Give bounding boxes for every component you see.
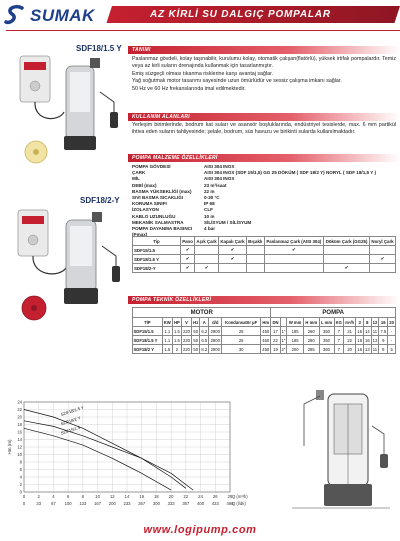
y-tick-label: 14 [17, 437, 22, 442]
x-tick-label-l: 133 [79, 501, 87, 506]
empty-cell [246, 264, 264, 273]
technical-cell: 2900 [210, 346, 220, 352]
technical-cell: 17 [271, 327, 280, 336]
material-table [132, 236, 396, 273]
check-icon: ✔ [219, 246, 247, 255]
technical-cell: 22 [343, 336, 355, 345]
series-line [24, 410, 186, 489]
check-icon: ✔ [181, 264, 195, 273]
technical-cell: 1.5 [173, 328, 180, 334]
technical-cell: 5 [388, 345, 396, 354]
check-icon: ✔ [264, 246, 324, 255]
x-tick-label-q: 10 [95, 494, 100, 499]
technical-header-cell: Hm [262, 319, 270, 325]
technical-header-cell: KW [163, 319, 171, 325]
x-tick-label-q: 14 [124, 494, 130, 499]
spec-row: KORUMA SINIFI IP 68 [132, 201, 215, 207]
technical-cell: 450 [262, 337, 270, 343]
empty-cell [370, 264, 396, 273]
x-tick-label-l: 400 [197, 501, 205, 506]
header-divider [6, 30, 400, 31]
technical-cell: 16 [364, 337, 370, 343]
y-tick-label: 12 [17, 444, 22, 450]
technical-cell: 7 [334, 336, 343, 345]
check-icon: ✔ [181, 246, 195, 255]
technical-cell: 1.1 [162, 336, 172, 345]
pump-cross-section-drawing [290, 386, 394, 520]
technical-cell: 19 [271, 345, 280, 354]
pump-image-top [4, 52, 126, 168]
technical-cell: 50 [193, 328, 199, 334]
empty-cell [264, 264, 324, 273]
technical-cell: - [388, 327, 396, 336]
technical-cell: 220 [183, 337, 191, 343]
technical-cell: 7 [334, 327, 343, 336]
technical-cell: 450 [262, 328, 270, 334]
technical-cell: 22 [271, 336, 280, 345]
x-tick-label-l: 333 [167, 501, 175, 506]
technical-cell: 1.5 [162, 345, 172, 354]
spec-row: ÇARK AISI 304 INOX (SDF 15/1,5) GG 25 DÖKÜM ( SDF 18/2 Y) NORYL ( SDF 18/1,5 Y ) [132, 170, 377, 176]
technical-header-cell: 16 [379, 318, 388, 327]
technical-header-cell: HP [173, 319, 180, 325]
technical-header-cell: L mm [320, 319, 333, 325]
x-tick-label-l: 367 [182, 501, 190, 506]
technical-cell: 18 [357, 337, 363, 343]
x-tick-label-q: 20 [168, 494, 174, 499]
spec-row: POMPA DAYANMA BASINCI (Pmax) 4 bar [132, 226, 215, 238]
spec-list [132, 164, 398, 238]
technical-cell: - [388, 336, 396, 345]
logo-mark-icon [4, 4, 26, 26]
technical-cell: 13 [372, 337, 378, 343]
empty-cell [264, 255, 324, 264]
y-tick-label: 18 [17, 422, 22, 427]
brand-name: SUMAK [30, 6, 95, 25]
series-label: SDF18/1.5 Y [60, 404, 85, 417]
check-icon: ✔ [219, 255, 247, 264]
check-icon: ✔ [324, 264, 370, 273]
technical-cell: 14 [364, 328, 370, 334]
sumak-logo [4, 4, 108, 26]
technical-cell: 285 [303, 345, 319, 354]
technical-cell: 185 [287, 327, 304, 336]
x-tick-label-q: 0 [22, 494, 26, 499]
page-title: AZ KİRLİ SU DALGIÇ POMPALAR [150, 9, 331, 20]
technical-header-cell: V [181, 318, 191, 327]
empty-cell [246, 255, 264, 264]
x-tick-label-l: 100 [64, 501, 72, 506]
material-table-row [133, 246, 396, 255]
technical-table-row [133, 345, 396, 354]
material-row-type: SDF15/1.5 [133, 246, 181, 255]
technical-cell: SDF15/1.5 [133, 327, 163, 336]
material-row-type: SDF18/1.5 Y [133, 255, 181, 264]
empty-cell [370, 246, 396, 255]
spec-row: BASMA YÜKSEKLİĞİ (max) 22 m [132, 188, 215, 194]
section-header-areas: KULLANIM ALANLARI [128, 113, 400, 121]
pump-image-bottom [4, 206, 126, 326]
technical-cell: 2900 [210, 337, 220, 343]
series-label: SDF18/2 Y [60, 415, 82, 427]
technical-table-header [133, 318, 396, 327]
x-tick-label-q: 28 [227, 494, 233, 499]
y-tick-label: 10 [17, 452, 22, 457]
x-tick-label-l: 167 [94, 501, 102, 506]
technical-cell: 2 [172, 345, 181, 354]
spec-row: MEKANİK SALMASTRA SİLİSYUM / SİLİSYUM [132, 219, 252, 225]
x-axis-label-l: Q (l/dk) [232, 501, 246, 506]
technical-cell: 13 [364, 346, 370, 352]
y-tick-label: 0 [19, 489, 22, 495]
technical-header-cell: H mm [305, 319, 318, 325]
spec-row: POMPA GÖVDESİ AISI 304 INOX [132, 164, 235, 169]
x-tick-label-q: 16 [139, 494, 145, 499]
technical-cell: 280 [303, 336, 319, 345]
technical-table-row [133, 336, 396, 345]
x-tick-label-l: 300 [152, 501, 160, 506]
technical-cell: 360 [319, 345, 334, 354]
series-label: SDF15/1.5 [60, 424, 81, 436]
check-icon: ✔ [181, 255, 195, 264]
empty-cell [324, 255, 370, 264]
x-tick-label-l: 0 [22, 501, 26, 506]
x-tick-label-q: 24 [198, 494, 203, 499]
technical-header-cell: KG [335, 319, 342, 325]
material-table-row [133, 255, 396, 264]
technical-cell: 7.5 [380, 328, 387, 334]
x-tick-label-l: 33 [36, 501, 42, 506]
footer-website[interactable]: www.logipump.com [143, 524, 257, 536]
y-tick-label: 24 [17, 399, 22, 405]
technical-header-cell: Kondansatör µF [222, 318, 261, 327]
material-table-row [133, 264, 396, 273]
description-text: Paslanmaz gövdeli, kolay taşınabilir, kurulumu kolay, otomatik çalışan(flatörlü), yüksek irtifalı pompalardır. Temiz veya az kirli suların drenajında kullanmak için tasarlanmıştır. Emiş süzgeçli olması tıkanma risklerine karşı avantaj sağlar. Yağ soğutmalı motor tasarımı sayesinde uzun ömürlüdür ve sessiz çalışma imkanı sağlar. 50 Hz ve 60 Hz frekanslarında imal edilmektedir. [132, 56, 396, 92]
x-tick-label-l: 267 [138, 501, 146, 506]
technical-cell: 260 [303, 327, 319, 336]
technical-header-cell: 8 [364, 318, 372, 327]
series-line [24, 421, 193, 490]
material-table-header: Tip Pano Açık Çark Kapalı Çark Bıçaklı Paslanmaz Çark (AISI 304) Döküm Çark (GG25) Noryl Çark [133, 237, 396, 246]
technical-header-cell: 12 [372, 319, 378, 325]
y-tick-label: 8 [19, 459, 22, 465]
model-label-top: SDF18/1.5 Y [76, 44, 122, 53]
technical-header-cell: A [200, 318, 209, 327]
technical-cell: 25 [222, 327, 261, 336]
technical-cell: 8.2 [201, 346, 208, 352]
y-tick-label: 16 [17, 429, 22, 435]
technical-cell: 350 [319, 327, 334, 336]
technical-cell: 200 [287, 345, 304, 354]
x-tick-label-q: 6 [66, 494, 70, 499]
performance-chart [6, 396, 246, 520]
technical-table-row [133, 327, 396, 336]
technical-cell: 2900 [210, 328, 220, 334]
technical-cell: 220 [183, 328, 191, 334]
technical-cell: 30 [222, 345, 261, 354]
check-icon: ✔ [195, 264, 219, 273]
check-icon: ✔ [370, 255, 396, 264]
technical-header-cell [280, 318, 287, 327]
technical-cell: 185 [287, 336, 304, 345]
y-tick-label: 2 [19, 482, 22, 487]
model-label-bottom: SDF18/2-Y [80, 196, 120, 205]
technical-cell: 21 [343, 327, 355, 336]
x-axis-label-q: Q (m³/h) [232, 494, 248, 499]
technical-cell: 1" [281, 337, 286, 343]
x-tick-label-l: 233 [123, 501, 131, 506]
x-tick-label-q: 2 [37, 494, 40, 499]
technical-header-cell: m³/h [345, 319, 355, 325]
technical-table [132, 307, 396, 354]
spec-row: MİL AISI 304 INOX [132, 176, 235, 182]
technical-cell: 350 [319, 336, 334, 345]
technical-cell: 1.5 [173, 337, 180, 343]
spec-row: İZOLASYON CLF [132, 207, 213, 213]
x-tick-label-q: 4 [52, 494, 55, 499]
technical-cell: 8 [379, 345, 388, 354]
technical-cell: 220 [183, 346, 191, 352]
technical-header-cell: 3 [356, 318, 364, 327]
technical-cell: 11 [372, 346, 378, 352]
spec-row: SIVI BASMA SICAKLIĞI 0-30 °C [132, 195, 220, 201]
technical-cell: 6.2 [201, 328, 208, 334]
technical-cell: 16 [357, 346, 363, 352]
technical-cell: 25 [222, 336, 261, 345]
section-header-technical: POMPA TEKNİK ÖZELLİKLERİ [128, 296, 400, 304]
technical-cell: 1" [281, 328, 286, 334]
section-header-materials: POMPA MALZEME ÖZELLİKLERİ [128, 154, 400, 162]
spec-row: KABLO UZUNLUĞU 10 m [132, 213, 215, 219]
empty-cell [195, 246, 219, 255]
technical-header-cell: 20 [389, 319, 394, 325]
technical-header-cell: DN [272, 319, 279, 325]
x-tick-label-l: 466 [226, 501, 234, 506]
x-tick-label-q: 22 [183, 494, 189, 499]
y-tick-label: 20 [17, 414, 22, 420]
technical-cell: 1.1 [162, 327, 172, 336]
y-tick-label: 4 [19, 474, 22, 480]
technical-header-cell: TİP [133, 318, 163, 327]
x-tick-label-l: 200 [108, 501, 116, 506]
technical-table-group-row: MOTOR POMPA [133, 308, 396, 318]
technical-cell: 16 [357, 328, 363, 334]
technical-header-cell: Hz [193, 319, 199, 325]
technical-cell: 50 [193, 337, 199, 343]
y-tick-label: 6 [19, 467, 22, 472]
x-tick-label-q: 8 [81, 494, 85, 499]
technical-cell: 9 [379, 336, 388, 345]
technical-cell: SDF18/2 Y [133, 345, 163, 354]
technical-cell: 450 [262, 346, 270, 352]
areas-text: Yerleşim birimlerinde, bodrum kat suları ve asansör boşluklarında, endüstriyel tesislerde, max. 6 mm partikül ihtiva eden suların tahliyesinde; şelale, bodrum, süs havuzu ve birikinti sularda kullanılmaktadır. [132, 122, 396, 136]
technical-header-cell: d/d [209, 318, 222, 327]
technical-cell: 20 [343, 345, 355, 354]
technical-cell: SDF18/1.5 Y [133, 336, 163, 345]
technical-cell: 7 [334, 345, 343, 354]
empty-cell [219, 264, 247, 273]
technical-cell: 2" [281, 346, 286, 352]
x-tick-label-q: 12 [109, 494, 115, 499]
spec-row: DEBİ (max) 23 m³/saat [132, 182, 227, 188]
technical-cell: 6.5 [201, 337, 208, 343]
section-header-usage: TANIMI [128, 46, 400, 54]
x-tick-label-l: 67 [51, 501, 56, 506]
empty-cell [324, 246, 370, 255]
y-tick-label: 22 [17, 407, 22, 412]
empty-cell [246, 246, 264, 255]
y-axis-label: Hm (m) [7, 439, 12, 455]
x-tick-label-q: 18 [154, 494, 159, 499]
material-row-type: SDF18/2-Y [133, 264, 181, 273]
technical-cell: 50 [193, 346, 199, 352]
x-tick-label-q: 26 [212, 494, 218, 499]
x-tick-label-l: 433 [211, 501, 219, 506]
technical-cell: 11 [372, 328, 378, 334]
technical-header-cell: W mm [287, 318, 304, 327]
empty-cell [195, 255, 219, 264]
